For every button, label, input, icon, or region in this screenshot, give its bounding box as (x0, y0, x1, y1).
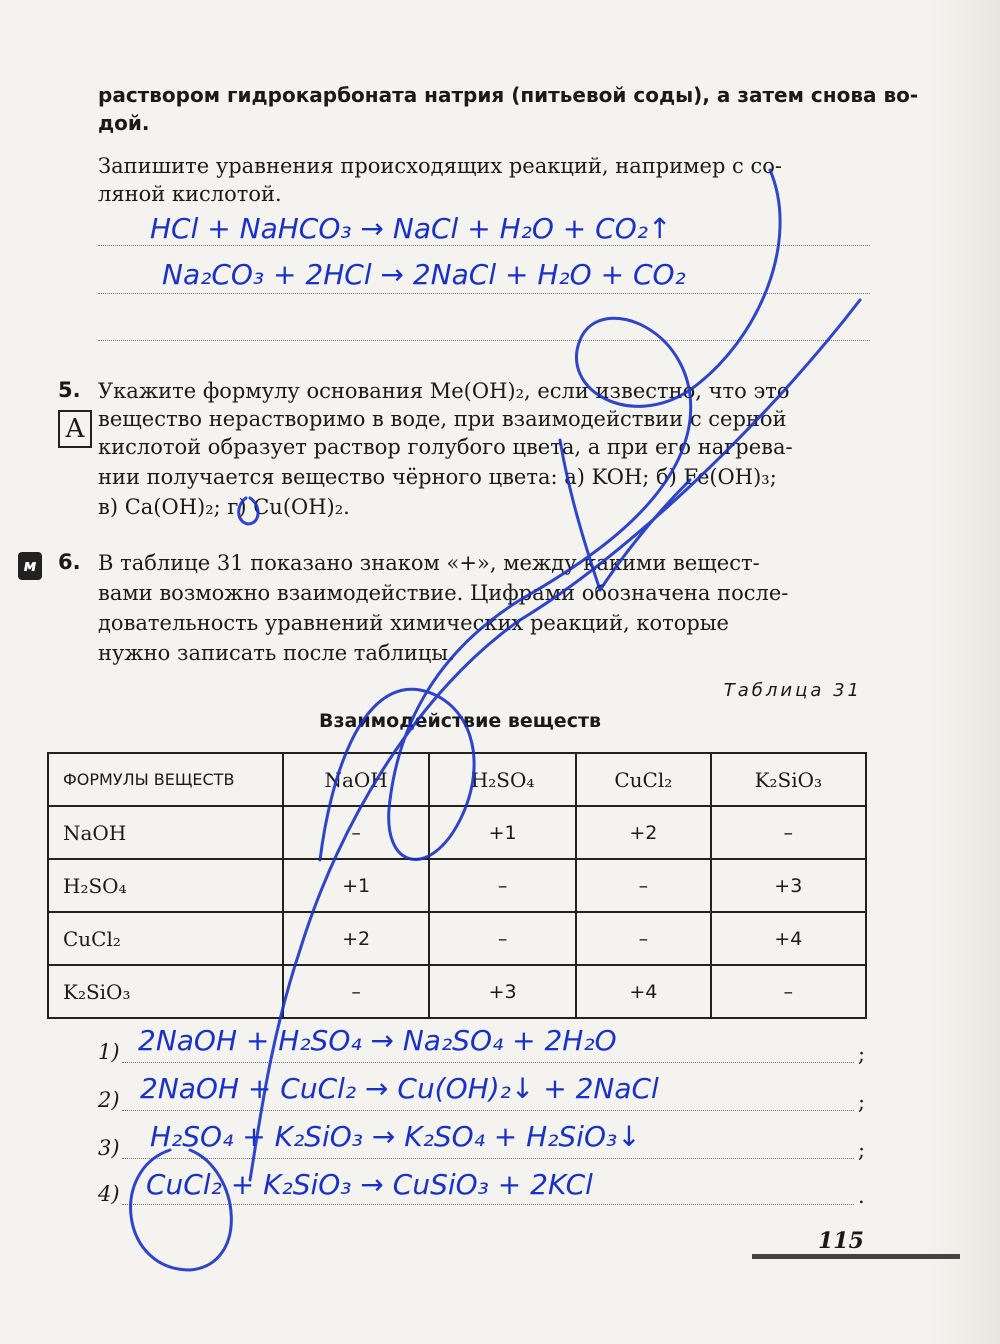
table-cell: +2 (576, 806, 711, 859)
table-header-cell: NaOH (283, 753, 429, 806)
task-5-line-2: вещество нерастворимо в воде, при взаимодействии с серной (98, 407, 787, 431)
answer-end-4: . (858, 1184, 865, 1208)
level-a-badge: А (58, 410, 92, 448)
intro-line-4: ляной кислотой. (98, 182, 282, 206)
answer-label-3: 3) (98, 1136, 120, 1160)
table-header-cell: CuCl₂ (576, 753, 711, 806)
task-6-line-4: нужно записать после таблицы. (98, 641, 455, 665)
table-cell: +3 (711, 859, 866, 912)
table-cell: – (576, 912, 711, 965)
pen-check-mark (560, 440, 690, 590)
handwritten-equation-1: HCl + NaHCO₃ → NaCl + H₂O + CO₂↑ (150, 212, 672, 245)
task-6-line-1: В таблице 31 показано знаком «+», между какими вещест- (98, 551, 760, 575)
table-cell: – (429, 859, 576, 912)
table-cell: – (711, 806, 866, 859)
table-header-cell: K₂SiO₃ (711, 753, 866, 806)
table-cell: – (283, 965, 429, 1018)
intro-line-1: раствором гидрокарбоната натрия (питьевой соды), а затем снова во- (98, 83, 919, 107)
answer-end-1: ; (858, 1042, 866, 1066)
table-cell: +1 (283, 859, 429, 912)
task-6-number: 6. (58, 550, 81, 574)
task-5-line-3: кислотой образует раствор голубого цвета, а при его нагрева- (98, 435, 793, 459)
table-header-cell: ФОРМУЛЫ ВЕЩЕСТВ (48, 753, 283, 806)
handwritten-equation-2: Na₂CO₃ + 2HCl → 2NaCl + H₂O + CO₂ (162, 258, 686, 291)
answer-end-3: ; (858, 1138, 866, 1162)
answer-end-2: ; (858, 1090, 866, 1114)
task-5-number: 5. (58, 378, 81, 402)
table-cell: H₂SO₄ (48, 859, 283, 912)
task-5-line-5: в) Ca(OH)₂; г) Cu(OH)₂. (98, 495, 350, 519)
handwritten-answer-2: 2NaOH + CuCl₂ → Cu(OH)₂↓ + 2NaCl (140, 1072, 659, 1105)
table-header-cell: H₂SO₄ (429, 753, 576, 806)
task-5-line-4: нии получается вещество чёрного цвета: а) KOH; б) Fe(OH)₃; (98, 465, 777, 489)
table-cell: +4 (711, 912, 866, 965)
table-cell: +1 (429, 806, 576, 859)
page-number: 115 (818, 1228, 864, 1254)
pen-scribble-large (320, 170, 780, 860)
table-caption: Таблица 31 (723, 680, 862, 701)
intro-line-3: Запишите уравнения происходящих реакций, например с со- (98, 154, 782, 178)
handwritten-answer-1: 2NaOH + H₂SO₄ → Na₂SO₄ + 2H₂O (138, 1024, 617, 1057)
answer-label-2: 2) (98, 1088, 120, 1112)
table-cell: – (576, 859, 711, 912)
table-cell: +4 (576, 965, 711, 1018)
task-6-line-3: довательность уравнений химических реакций, которые (98, 611, 729, 635)
level-m-badge: м (18, 552, 42, 580)
table-cell: – (429, 912, 576, 965)
table-cell: CuCl₂ (48, 912, 283, 965)
handwritten-answer-4: CuCl₂ + K₂SiO₃ → CuSiO₃ + 2KCl (146, 1168, 593, 1201)
answer-label-1: 1) (98, 1040, 120, 1064)
handwritten-answer-3: H₂SO₄ + K₂SiO₃ → K₂SO₄ + H₂SiO₃↓ (150, 1120, 641, 1153)
table-cell: K₂SiO₃ (48, 965, 283, 1018)
pen-circle-answer-g (239, 498, 258, 524)
pen-scribble-oval (131, 1150, 232, 1270)
intro-line-2: дой. (98, 111, 150, 135)
answer-label-4: 4) (98, 1182, 120, 1206)
table-cell: – (283, 806, 429, 859)
table-title: Взаимодействие веществ (319, 710, 601, 732)
pen-scribble-diagonal (250, 300, 860, 1180)
table-cell: +3 (429, 965, 576, 1018)
table-cell: NaOH (48, 806, 283, 859)
table-cell: +2 (283, 912, 429, 965)
task-5-line-1: Укажите формулу основания Me(OH)₂, если известно, что это (98, 379, 790, 403)
task-6-line-2: вами возможно взаимодействие. Цифрами обозначена после- (98, 581, 789, 605)
table-cell: – (711, 965, 866, 1018)
